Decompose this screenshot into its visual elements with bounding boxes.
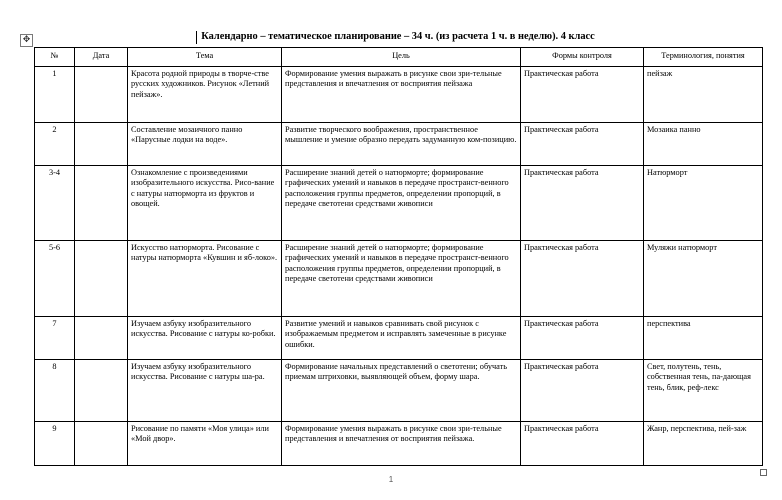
cell-goal[interactable]: Формирование умения выражать в рисунке свои зри-тельные представления и впечатления от восприятия пейзажа [282,67,521,123]
cell-number[interactable]: 1 [35,67,75,123]
cell-number[interactable]: 8 [35,360,75,422]
column-header-topic: Тема [128,48,282,67]
cell-goal[interactable]: Формирование начальных представлений о светотени; обучать приемам штриховки, выявляющей объем, форму шара. [282,360,521,422]
column-header-goal: Цель [282,48,521,67]
cell-topic[interactable]: Составление мозаичного панно «Парусные лодки на воде». [128,123,282,166]
cell-terms[interactable]: Свет, полутень, тень, собственная тень, па-дающая тень, блик, реф-лекс [644,360,763,422]
table-row [35,123,763,166]
page-number: 1 [388,475,394,484]
column-header-terms: Терминология, понятия [644,48,763,67]
cell-topic[interactable]: Ознакомление с произведениями изобразительного искусства. Рисо-вание с натуры натюрморта из фруктов и овощей. [128,166,282,241]
table-row [35,67,763,123]
cell-date[interactable] [75,360,128,422]
column-header-date: Дата [75,48,128,67]
cell-goal[interactable]: Расширение знаний детей о натюрморте; формирование графических умений и навыков в передаче пространст-венного расположения группы предметов, определении пропорций, в передаче светотени средствами живописи [282,241,521,317]
table-row [35,422,763,466]
cell-topic[interactable]: Изучаем азбуку изобразительного искусства. Рисование с натуры ко-робки. [128,317,282,360]
cell-date[interactable] [75,241,128,317]
cell-goal[interactable]: Развитие умений и навыков сравнивать свой рисунок с изображаемым предметом и исправлять замеченные в рисунке ошибки. [282,317,521,360]
cell-control[interactable]: Практическая работа [521,241,644,317]
cell-goal[interactable]: Развитие творческого воображения, пространственное мышление и умение образно передать задуманную ком-позицию. [282,123,521,166]
planning-table [34,47,763,466]
cell-terms[interactable]: пейзаж [644,67,763,123]
cell-control[interactable]: Практическая работа [521,360,644,422]
cell-number[interactable]: 9 [35,422,75,466]
cell-topic[interactable]: Рисование по памяти «Моя улица» или «Мой двор». [128,422,282,466]
cell-terms[interactable]: Жанр, перспектива, пей-заж [644,422,763,466]
document-title: Календарно – тематическое планирование – 34 ч. (из расчета 1 ч. в неделю). 4 класс [201,31,595,42]
cell-topic[interactable]: Искусство натюрморта. Рисование с натуры натюрморта «Кувшин и яб-локо». [128,241,282,317]
cell-control[interactable]: Практическая работа [521,422,644,466]
cell-control[interactable]: Практическая работа [521,67,644,123]
cell-date[interactable] [75,422,128,466]
cell-date[interactable] [75,166,128,241]
cell-control[interactable]: Практическая работа [521,166,644,241]
cell-goal[interactable]: Формирование умения выражать в рисунке свои зри-тельные представления и впечатления от восприятия пейзажа. [282,422,521,466]
cell-topic[interactable]: Изучаем азбуку изобразительного искусства. Рисование с натуры ша-ра. [128,360,282,422]
column-header-control: Формы контроля [521,48,644,67]
cell-control[interactable]: Практическая работа [521,123,644,166]
table-row [35,241,763,317]
cell-number[interactable]: 3-4 [35,166,75,241]
table-row [35,317,763,360]
cell-number[interactable]: 5-6 [35,241,75,317]
cell-date[interactable] [75,317,128,360]
table-header-row [35,48,763,67]
cell-date[interactable] [75,67,128,123]
cell-terms[interactable]: перспектива [644,317,763,360]
cell-terms[interactable]: Муляжи натюрморт [644,241,763,317]
cell-terms[interactable]: Натюрморт [644,166,763,241]
table-row [35,166,763,241]
cell-number[interactable]: 2 [35,123,75,166]
cell-number[interactable]: 7 [35,317,75,360]
cell-terms[interactable]: Мозаика панно [644,123,763,166]
cell-goal[interactable]: Расширение знаний детей о натюрморте; формирование графических умений и навыков в передаче пространст-венного расположения группы предметов, определении пропорций, в передаче светотени средствами живописи [282,166,521,241]
table-row [35,360,763,422]
cell-topic[interactable]: Красота родной природы в творче-стве русских художников. Рисунок «Летний пейзаж». [128,67,282,123]
column-header-number: № [35,48,75,67]
cell-date[interactable] [75,123,128,166]
table-move-handle-icon[interactable]: ✥ [20,34,33,47]
cell-control[interactable]: Практическая работа [521,317,644,360]
